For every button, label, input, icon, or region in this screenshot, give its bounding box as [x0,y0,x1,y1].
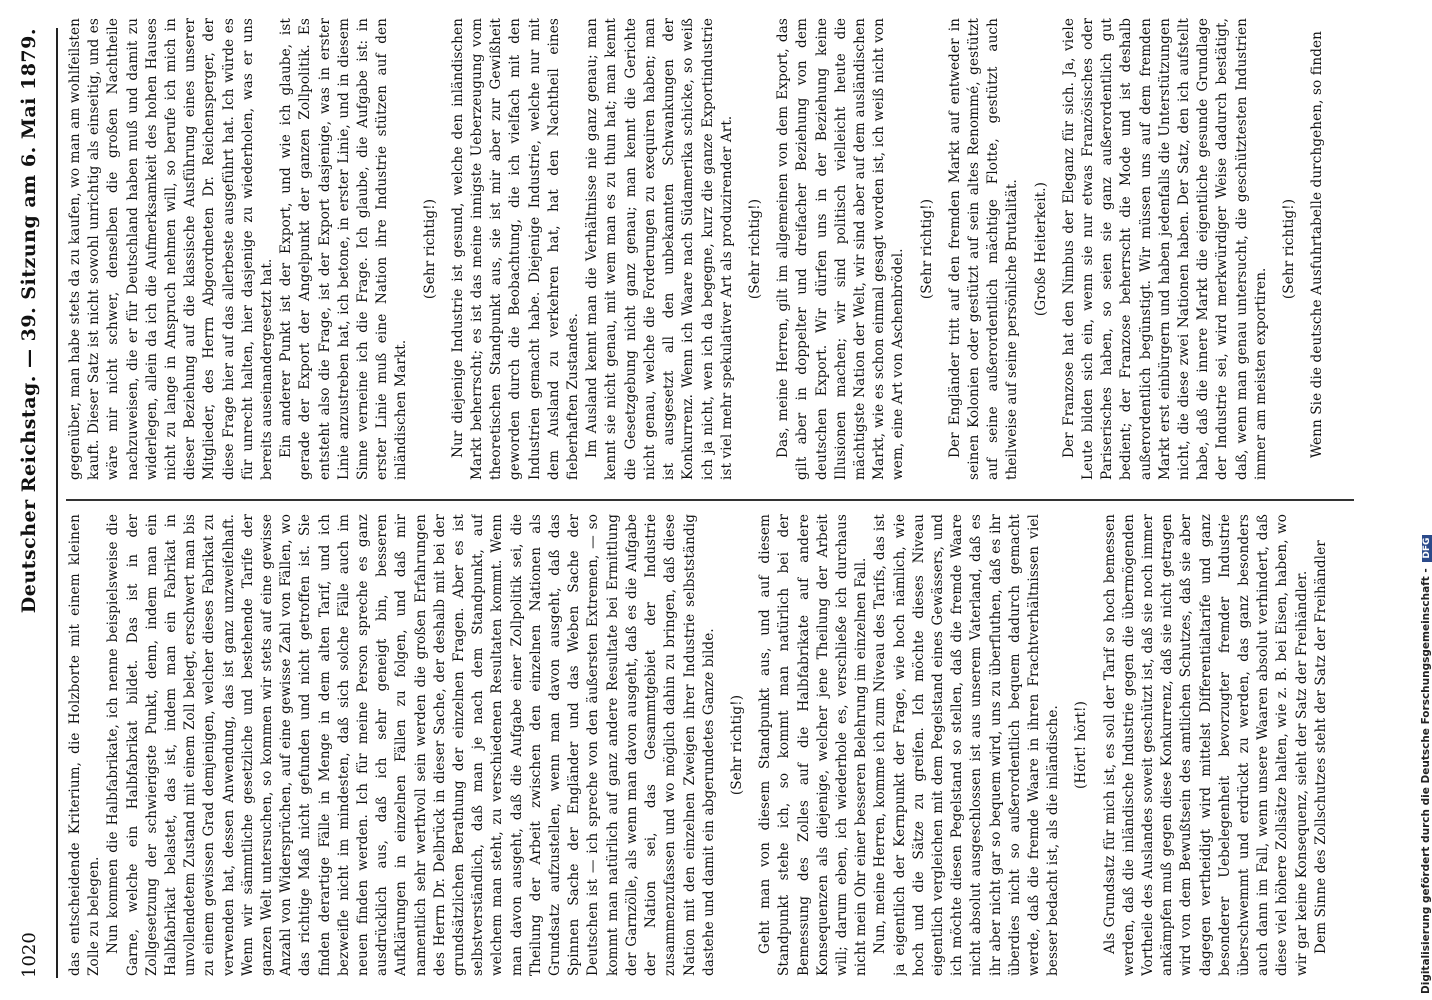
page-header [18,28,58,978]
paragraph: Nur diejenige Industrie ist gesund, welche den inländischen Markt beherrscht; es ist das meine innigste Ueberzeugung vom theoretischen Standpunkt aus, sie ist mir aber zur Gewißheit geworden durch die Beobachtung, die ich vielfach mit den Industrien gemacht habe. Diejenige Industrie, welche nur mit dem Ausland zu verkehren hat, hat den Nachtheil eines fieberhaften Zustandes. [449,18,582,480]
interjection: (Große Heiterkeit.) [1032,181,1049,317]
page-title: Deutscher Reichstag. — 39. Sitzung am 6. Mai 1879. [18,28,40,614]
paragraph: Nun kommen die Halbfabrikate, ich nenne beispielsweise die Garne, welche ein Halbfabrikat bildet. Das ist in der Zollgesetzung der schwierigste Punkt, denn, indem man ein Halbfabrikat belastet, das ist, indem man ein Fabrikat in unvollendetem Zustand mit einem Zoll belegt, erschwert man bis zu einem gewissen Grad demjenigen, welcher dieses Fabrikat zu verwenden hat, dessen Anwendung, das ist ganz unzweifelhaft. Wenn wir sämmtliche gesetzliche und bestehende Tarife der ganzen Welt untersuchen, so kommen wir stets auf eine gewisse Anzahl von Widersprüchen, auf eine gewisse Zahl von Fällen, wo das richtige Maß nicht gefunden und nicht getroffen ist. Sie finden derartige Fälle in Menge in dem alten Tarif, und ich bezweifle nicht im mindesten, daß sich solche Fälle auch im neuen finden werden. Ich für meine Person spreche es ganz ausdrücklich aus, daß ich sehr geneigt bin, besseren Aufklärungen in einzelnen Fällen zu folgen, und daß mir namentlich sehr werthvoll sein werden die großen Erfahrungen des Herrn Dr. Delbrück in dieser Sache, der deshalb mit bei der grundsätzlichen Berathung der einzelnen Fragen. Aber es ist selbstverständlich, daß man je nach dem Standpunkt, auf welchem man steht, zu verschiedenen Resultaten kommt. Wenn man davon ausgeht, daß die Aufgabe einer Zollpolitik sei, die Theilung der Arbeit zwischen den einzelnen Nationen als Grundsatz aufzustellen, wenn man davon ausgeht, daß das Spinnen Sache der Engländer und das Weben Sache der Deutschen ist — ich spreche von den äußersten Extremen, — so kommt man natürlich auf ganz andere Resultate bei Ermittlung der Garnzölle, als wenn man davon ausgeht, daß es die Aufgabe der Nation sei, das Gesammtgebiet der Industrie zusammenzufassen und wo möglich dahin zu bringen, daß diese Nation mit den einzelnen Zweigen ihrer Industrie selbstständig dastehe und damit ein abgerundetes Ganze bilde. [105,514,717,976]
paragraph: gegenüber, man habe stets da zu kaufen, wo man am wohlfeilsten kauft. Dieser Satz ist nicht sowohl unrichtig als einseitig, und es wäre mir nicht schwer, denselben die großen Nachtheile nachzuweisen, die er für Deutschland haben muß und damit zu widerlegen, allein da ich die Aufmerksamkeit des hohen Hauses nicht zu lange in Anspruch nehmen will, so berufe ich mich in dieser Beziehung auf die klassische Ausführung eines unserer Mitglieder, des Herrn Abgeordneten Dr. Reichensperger, der diese Frage hier auf das allerbeste ausgeführt hat. Ich würde es für unrecht halten, hier dasjenige zu wiederholen, was er uns bereits auseinandergesetzt hat. [67,18,276,480]
right-column [66,18,1354,480]
paragraph: Wenn Sie die deutsche Ausfuhrtabelle durchgehen, so finden [1309,31,1326,458]
paragraph: das entscheidende Kriterium, die Holzborte mit einem kleinen Zolle zu belegen. [67,514,103,976]
interjection: (Sehr richtig!) [421,198,438,300]
dfg-logo: DFG [1422,535,1432,562]
paragraph: Das, meine Herren, gilt im allgemeinen von dem Export, das gilt aber in doppelter und dreifacher Beziehung von dem deutschen Export. Wir dürfen uns in der Beziehung keine Illusionen machen; wir sind politisch vielleicht heute die mächtigste Nation der Welt, wir sind aber auf dem ausländischen Markt, wie es schon einmal gesagt worden ist, ich weiß nicht von wem, eine Art von Aschenbrödel. [775,18,907,480]
interjection: (Sehr richtig!) [746,198,763,300]
paragraph: Im Ausland kennt man die Verhältnisse nie ganz genau; man kennt sie nicht genau, mit wem man es zu thun hat; man kennt die Gesetzgebung nicht ganz genau; man kennt die Gerichte nicht genau, welche die Forderungen zu exequiren haben; man ist ausgesetzt all den unbekannten Schwankungen der Konkurrenz. Wenn ich Waare nach Südamerika schicke, so weiß ich ja nicht, wen ich da begegne, kurz die ganze Exportindustrie ist viel mehr spekulativer Art als produzirender Art. [584,18,735,480]
paragraph: Als Grundsatz für mich ist, es soll der Tarif so hoch bemessen werden, daß die inländische Industrie gegen die übermögenden Vortheile des Auslandes soweit geschützt ist, daß sie noch immer ankämpfen muß gegen diese Konkurrenz, daß sie nicht getragen wird von dem Bewußtsein des amtlichen Schutzes, daß sie aber dagegen vertheidigt wird mittelst Differentialtarife und ganz besonderer Uebelegenheit bevorzugter fremder Industrie überschwemmt und erdrückt zu werden, das ganz besonders auch dann im Fall, wenn unsere Waaren absolut verhindert, daß diese viel höhere Zollsätze halten, wie z. B. bei Eisen, haben, wo wir gar keine Konsequenz, sieht der Satz der Freihändler. [1101,514,1310,976]
column-divider [66,499,1354,501]
paragraph: Ein anderer Punkt ist der Export, und wie ich glaube, ist gerade der Export der Angelpunkt der ganzen Zollpolitik. Es entsteht also die Frage, ist der Export dasjenige, was in erster Linie anzustreben hat, ich betone, in erster Linie, und in diesem Sinne verneine ich die Frage. Ich glaube, die Aufgabe ist: in erster Linie muß eine Nation ihre Industrie stützen auf den inländischen Markt. [278,18,410,480]
paragraph: Der Franzose hat den Nimbus der Eleganz für sich. Ja, viele Leute bilden sich ein, wenn sie nur etwas Französisches oder Pariserisches haben, so seien sie ganz außerordentlich gut bedient; der Franzose beherrscht die Mode und ist deshalb außerordentlich begünstigt. Wir müssen uns auf dem fremden Markt erst einbürgern und haben jedenfalls die Unterstützungen nicht, die diese zwei Nationen haben. Der Satz, den ich aufstellt habe, daß die innere Markt die eigentliche gesunde Grundlage der Industrie sei, wird merkwürdiger Weise dadurch bestätigt, daß, wenn man genau untersucht, die geschütztesten Industrien immer am meisten exportiren. [1060,18,1269,480]
page-number: 1020 [19,932,40,978]
digitization-credit [1420,535,1432,994]
paragraph: Nun, meine Herren, komme ich zum Niveau des Tarifs, das ist ja eigentlich der Kernpunkt der Frage, wie hoch nämlich, wie hoch und die Sätze zu greifen. Ich möchte dieses Niveau eigentlich vergleichen mit dem Pegelstand eines Gewässers, und ich möchte diesen Pegelstand so stellen, daß die fremde Waare nicht absolut ausgeschlossen ist aus unserem Vaterland, daß es ihr aber nicht gar so bequem wird, uns zu überfluthen, daß es ihr überdies nicht so außerordentlich bequem dadurch gemacht werde, daß die fremde Waare in ihren Frachtverhältnissen viel besser bedacht ist, als die inländische. [872,514,1062,976]
credit-text: Digitalisierung gefördert durch die Deutsche Forschungsgemeinschaft - [1420,568,1432,994]
left-column [66,514,1354,976]
interjection: (Sehr richtig!) [728,694,745,796]
paragraph: Geht man von diesem Standpunkt aus, und auf diesem Standpunkt stehe ich, so kommt man natürlich bei der Bemessung des Zolles auf die Halbfabrikate auf andere Konsequenzen als diejenige, welcher jene Theilung der Arbeit will; darum eben, ich wiederhole es, verschließe ich durchaus nicht mein Ohr einer besseren Belehrung im einzelnen Fall. [757,514,870,976]
paragraph: Dem Sinne des Zollschutzes steht der Satz der Freihändler [1312,540,1329,954]
paragraph: Der Engländer tritt auf den fremden Markt auf entweder in seinen Kolonien oder gestützt auf sein altes Renommé, gestützt auf seine außerordentlich mächtige Flotte, gestützt auch theilweise auf seine persönliche Brutalität. [946,18,1021,480]
interjection: (Hört! hört!) [1073,700,1090,790]
interjection: (Sehr richtig!) [918,198,935,300]
interjection: (Sehr richtig!) [1280,198,1297,300]
